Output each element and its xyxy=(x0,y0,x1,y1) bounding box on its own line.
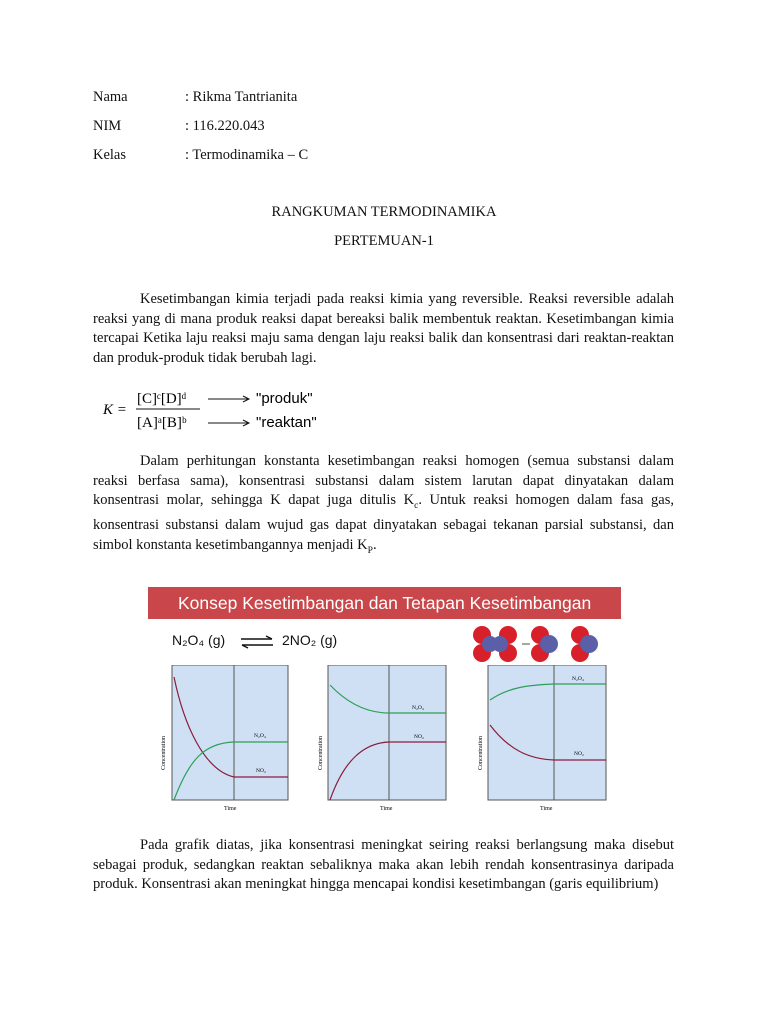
formula-denominator: [A]ᵃ[B]ᵇ xyxy=(137,415,187,431)
concentration-chart-1 xyxy=(154,665,294,825)
formula-numerator: [C]ᶜ[D]ᵈ xyxy=(137,391,187,407)
info-value: : Termodinamika – C xyxy=(185,147,309,163)
plot-area xyxy=(328,665,446,800)
n2o4-molecule-icon xyxy=(473,626,517,662)
paragraph-2-text-a: Dalam perhitungan konstanta kesetimbangan reaksi homogen (semua substansi dalam reaksi berfasa sama), konsentrasi substansi dalam sistem larutan dapat dinyatakan dalam konsentrasi molar, sehingga K dapat juga ditulis K xyxy=(93,453,674,508)
paragraph-2 xyxy=(93,452,674,561)
info-value: : 116.220.043 xyxy=(185,118,265,134)
info-label: Nama xyxy=(93,89,128,105)
paragraph-1: Kesetimbangan kimia terjadi pada reaksi kimia yang reversible. Reaksi reversible adalah reaksi yang di mana produk reaksi dapat bereaksi balik membentuk reaktan. Kesetimbangan kimia tercapai Ketika laju reaksi maju sama dengan laju reaksi balik dan konsentrasi dari reaktan-reaktan dan produk-produk tidak berubah lagi. xyxy=(93,291,674,366)
series-n2o4-label: N₂O₄ xyxy=(254,733,266,739)
x-axis-label: Time xyxy=(224,806,237,812)
concentration-chart-3 xyxy=(474,665,614,825)
formula-product-label: "produk" xyxy=(256,390,313,407)
info-value: : Rikma Tantrianita xyxy=(185,89,298,105)
subscript-p: P xyxy=(367,545,373,556)
y-axis-label: Concentration xyxy=(318,736,324,770)
reaction-product: 2NO₂ (g) xyxy=(282,632,338,648)
no2-molecule-icon xyxy=(571,626,598,662)
concentration-chart-2 xyxy=(314,665,454,825)
y-axis-label: Concentration xyxy=(478,736,484,770)
figure-header: Konsep Kesetimbangan dan Tetapan Kesetimbangan xyxy=(148,587,621,619)
reaction-reactant: N₂O₄ (g) xyxy=(172,632,226,648)
equilibrium-figure xyxy=(148,587,621,825)
paragraph-3: Pada grafik diatas, jika konsentrasi meningkat seiring reaksi berlangsung maka disebut sebagai produk, sedangkan reaktan sebaliknya maka akan lebih rendah konsentrasinya daripada produk. Konsentrasi akan meningkat hingga mencapai kondisi kesetimbangan (garis equilibrium) xyxy=(93,837,674,892)
no2-molecule-icon xyxy=(531,626,558,662)
series-no2-label: NO₂ xyxy=(574,751,584,757)
series-no2-label: NO₂ xyxy=(414,734,424,740)
paragraph-2-text-c: . xyxy=(372,536,377,553)
molecule-models-icon xyxy=(468,623,608,665)
formula-lhs: K = xyxy=(103,402,127,418)
plot-area xyxy=(488,665,606,800)
equilibrium-arrows-icon xyxy=(240,635,274,649)
series-no2-label: NO₂ xyxy=(256,768,266,774)
info-label: Kelas xyxy=(93,147,127,163)
series-n2o4-label: N₂O₄ xyxy=(412,705,424,711)
subscript-c: c xyxy=(414,500,419,511)
plot-area xyxy=(172,665,288,800)
x-axis-label: Time xyxy=(540,806,553,812)
document-title: RANGKUMAN TERMODINAMIKA xyxy=(271,204,497,220)
formula-reactant-label: "reaktan" xyxy=(256,414,317,431)
equilibrium-formula xyxy=(100,384,340,436)
series-n2o4-label: N₂O₄ xyxy=(572,676,584,682)
info-label: NIM xyxy=(93,118,122,134)
y-axis-label: Concentration xyxy=(161,736,167,770)
paragraph-2-text-b: . Untuk reaksi homogen dalam fasa gas, konsentrasi substansi dalam wujud gas dapat dinyatakan sebagai tekanan parsial substansi, dan simbol konstanta kesetimbangannya menjadi K xyxy=(93,492,674,553)
x-axis-label: Time xyxy=(380,806,393,812)
document-subtitle: PERTEMUAN-1 xyxy=(334,233,434,249)
